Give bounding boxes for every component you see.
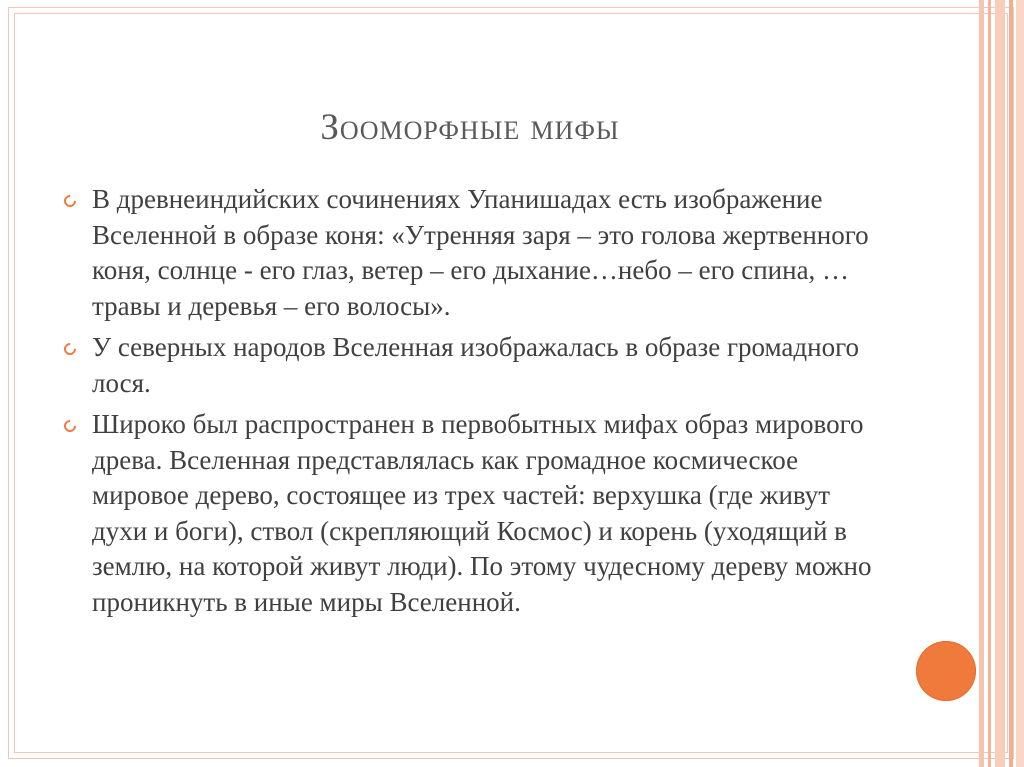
bullet-list: [64, 182, 884, 626]
bullet-item: [64, 182, 884, 324]
decorative-stripe: [1016, 0, 1024, 767]
decorative-stripe: [995, 0, 1005, 767]
decorative-stripe: [988, 0, 991, 767]
orange-circle-decoration: [916, 641, 976, 701]
bullet-text: В древнеиндийских сочинениях Упанишадах есть изображение Вселенной в образе коня: «Утренняя заря – это голова жертвенного коня, солнце - его глаз, ветер – его дыхание…небо – его спина, … травы и деревья – его волосы».: [92, 184, 869, 321]
bullet-text: Широко был распространен в первобытных мифах образ мирового древа. Вселенная представлялась как громадное космическое мировое дерево, состоящее из трех частей: верхушка (где живут духи и боги), ствол (скрепляющий Космос) и корень (уходящий в землю, на которой живут люди). По этому чудесному дереву можно проникнуть в иные миры Вселенной.: [92, 409, 872, 617]
bullet-item: [64, 330, 884, 401]
bullet-icon: [62, 341, 79, 358]
decorative-stripe: [1009, 0, 1013, 767]
bullet-item: [64, 407, 884, 620]
slide-title: Зооморфные мифы: [320, 107, 620, 148]
bullet-icon: [62, 418, 79, 435]
bullet-icon: [62, 193, 79, 210]
bullet-text: У северных народов Вселенная изображалась в образе громадного лося.: [92, 332, 859, 398]
decorative-stripe: [979, 0, 984, 767]
